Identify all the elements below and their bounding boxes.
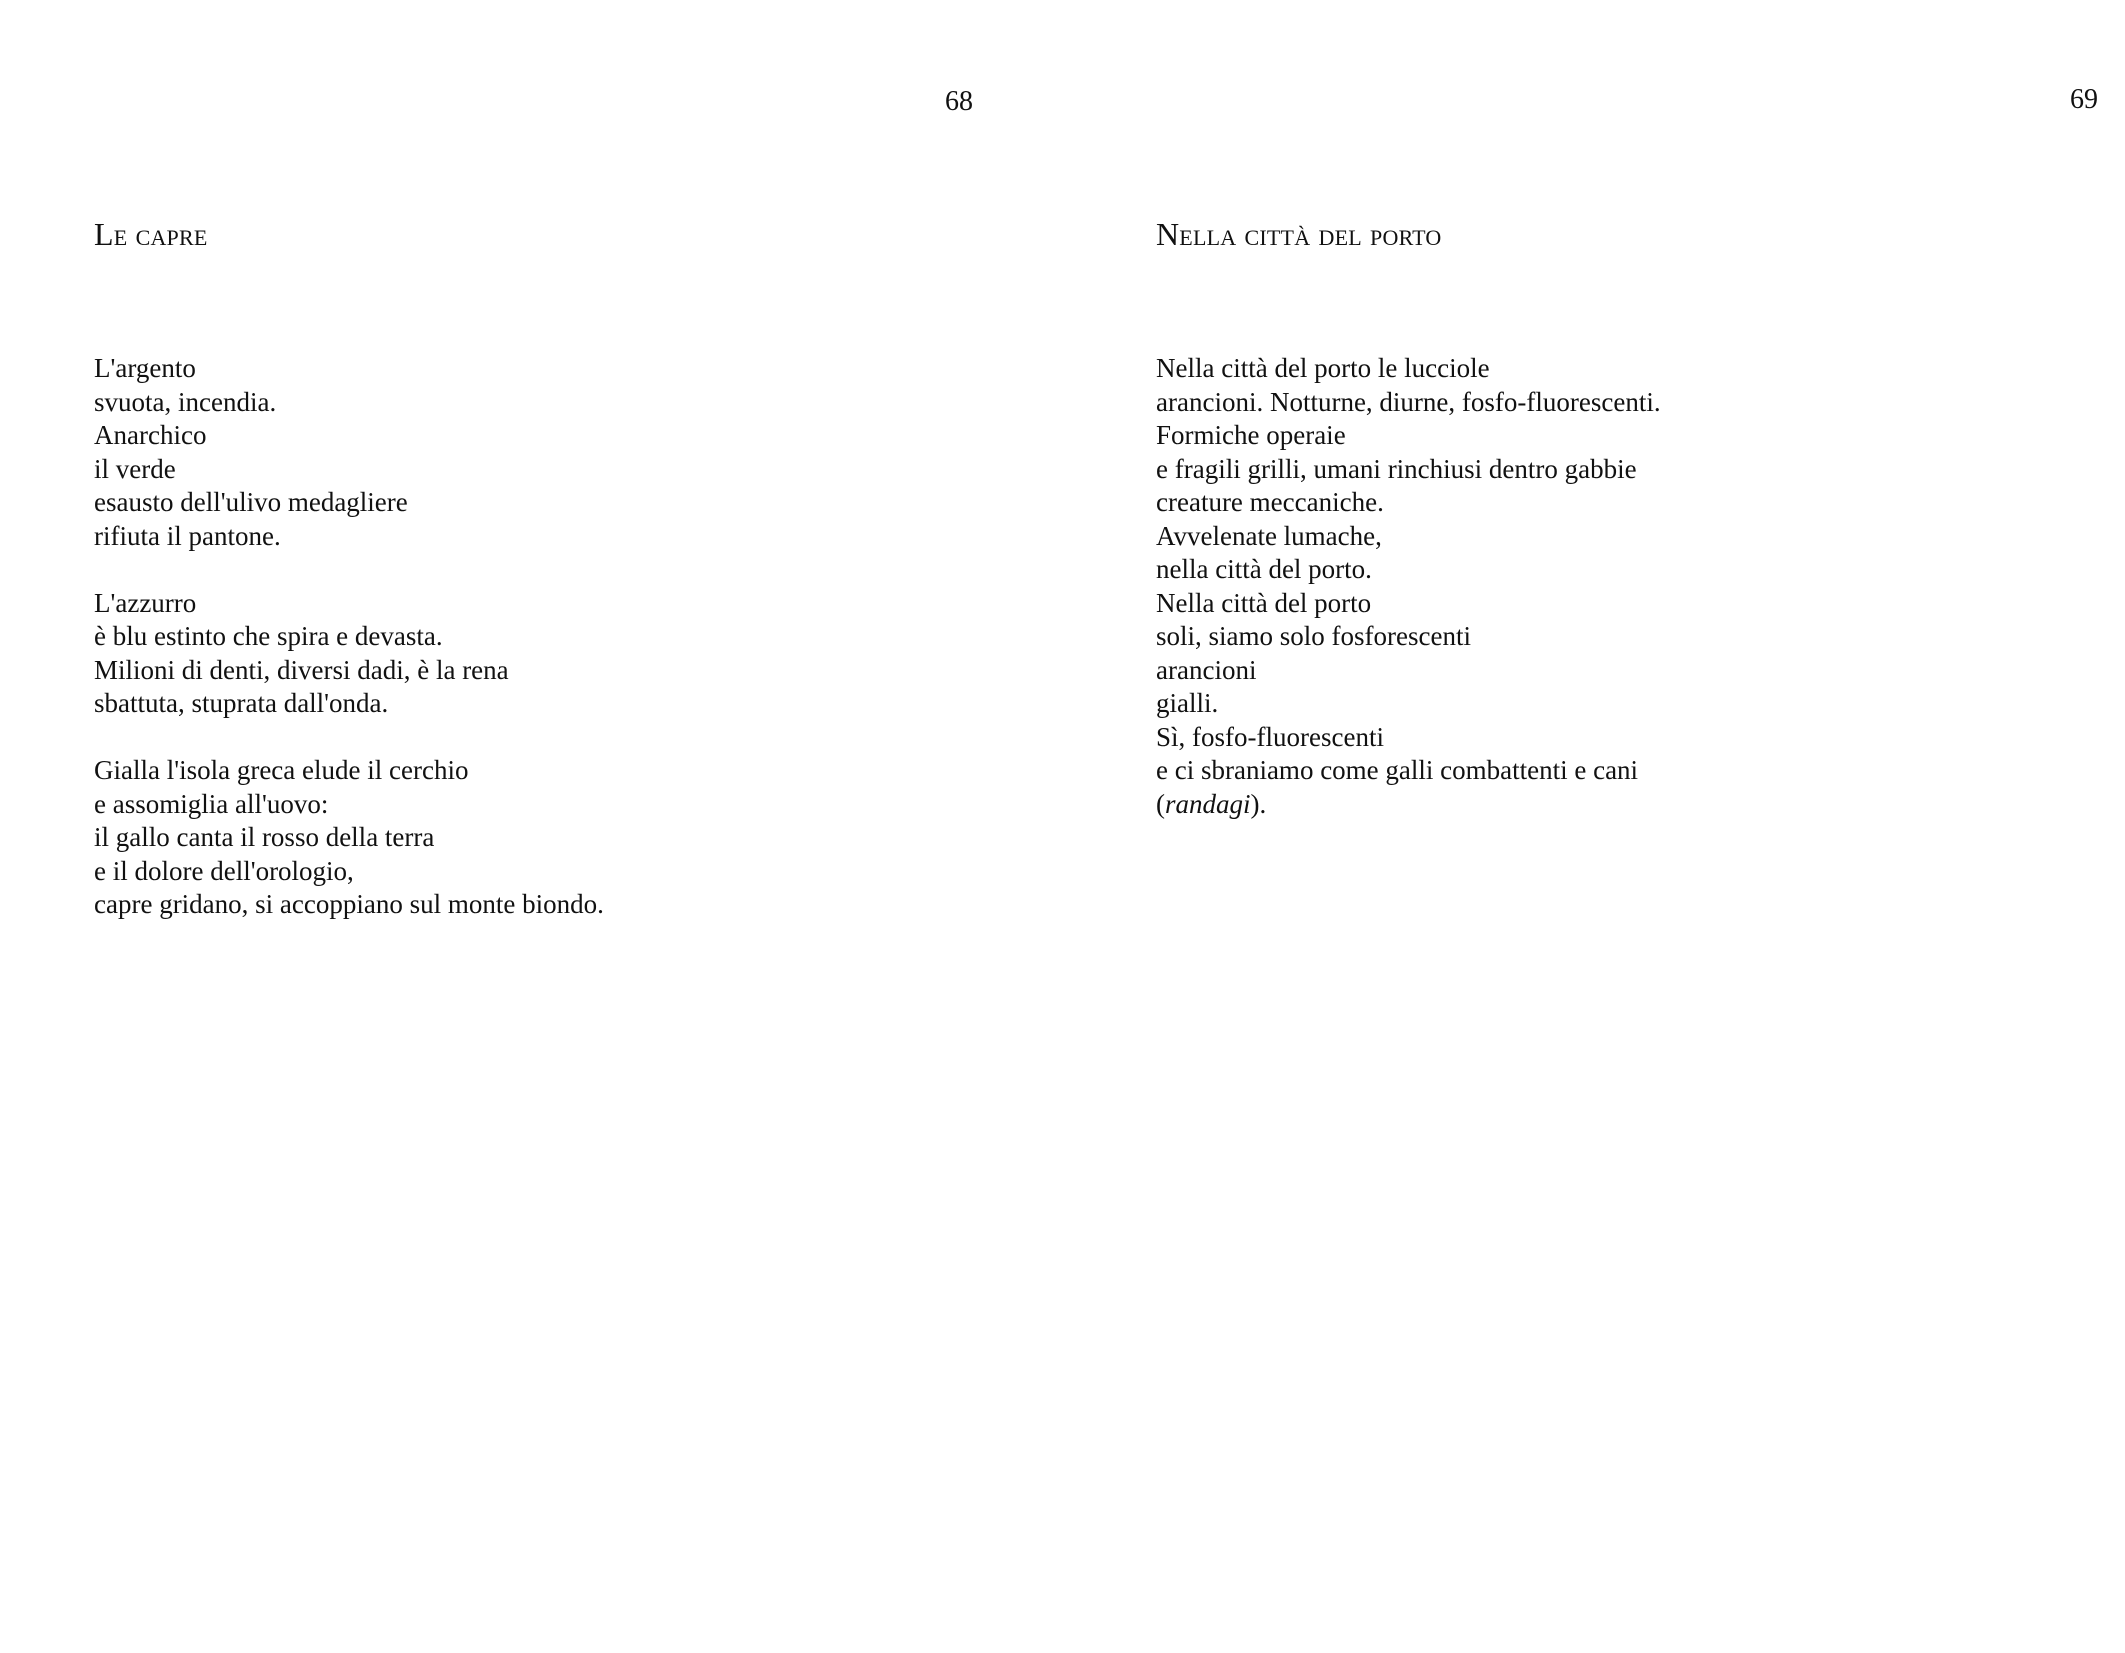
paren-close: ). (1250, 788, 1267, 819)
stanza-3 (94, 754, 604, 922)
verse-line: e assomiglia all'uovo: (94, 788, 329, 819)
verse-line: capre gridano, si accoppiano sul monte biondo. (94, 889, 604, 919)
verse-line: e ci sbraniamo come galli combattenti e cani (1156, 755, 1639, 785)
poem-body-le-capre (94, 352, 604, 922)
verse-line: è blu estinto che spira e devasta. (94, 621, 443, 651)
verse-line: Anarchico (94, 420, 207, 450)
paren-open: ( (1156, 788, 1165, 819)
verse-line: gialli. (1156, 688, 1219, 718)
stanza-1 (94, 352, 604, 553)
verse-line: Gialla l'isola greca elude il cerchio (94, 755, 469, 785)
verse-line: e fragili grilli, umani rinchiusi dentro gabbie (1156, 453, 1637, 484)
verse-line: Nella città del porto (1156, 587, 1372, 618)
verse-line: sbattuta, stuprata dall'onda. (94, 688, 389, 718)
italic-word: randagi (1165, 788, 1251, 819)
verse-line: il verde (94, 453, 176, 484)
page-number-left: 68 (945, 86, 973, 117)
poem-title-le-capre: Le capre (94, 216, 208, 252)
verse-line: svuota, incendia. (94, 386, 277, 417)
poem-title-nella-citta-del-porto: Nella città del porto (1156, 216, 1442, 252)
verse-line: L'argento (94, 353, 196, 383)
page-number-right: 69 (2070, 84, 2098, 115)
poem-body-nella-citta-del-porto (1156, 352, 1661, 821)
stanza-2 (94, 587, 604, 721)
right-page (1062, 0, 2125, 1653)
verse-line: Avvelenate lumache, (1156, 520, 1382, 551)
left-page (0, 0, 1062, 1653)
verse-line: soli, siamo solo fosforescenti (1156, 621, 1471, 651)
verse-line: arancioni (1156, 654, 1257, 685)
verse-line: Milioni di denti, diversi dadi, è la rena (94, 654, 509, 685)
verse-line: rifiuta il pantone. (94, 520, 281, 551)
verse-line: Nella città del porto le lucciole (1156, 353, 1490, 383)
verse-line: Sì, fosfo-fluorescenti (1156, 721, 1384, 752)
verse-line: Formiche operaie (1156, 420, 1346, 450)
verse-line: creature meccaniche. (1156, 487, 1384, 517)
verse-line: il gallo canta il rosso della terra (94, 822, 435, 852)
stanza-1 (1156, 352, 1661, 821)
verse-line: L'azzurro (94, 587, 197, 618)
verse-line: arancioni. Notturne, diurne, fosfo-fluorescenti. (1156, 386, 1661, 417)
verse-line-last (1156, 788, 1661, 822)
verse-line: esausto dell'ulivo medagliere (94, 487, 408, 517)
verse-line: nella città del porto. (1156, 554, 1372, 584)
verse-line: e il dolore dell'orologio, (94, 855, 354, 886)
